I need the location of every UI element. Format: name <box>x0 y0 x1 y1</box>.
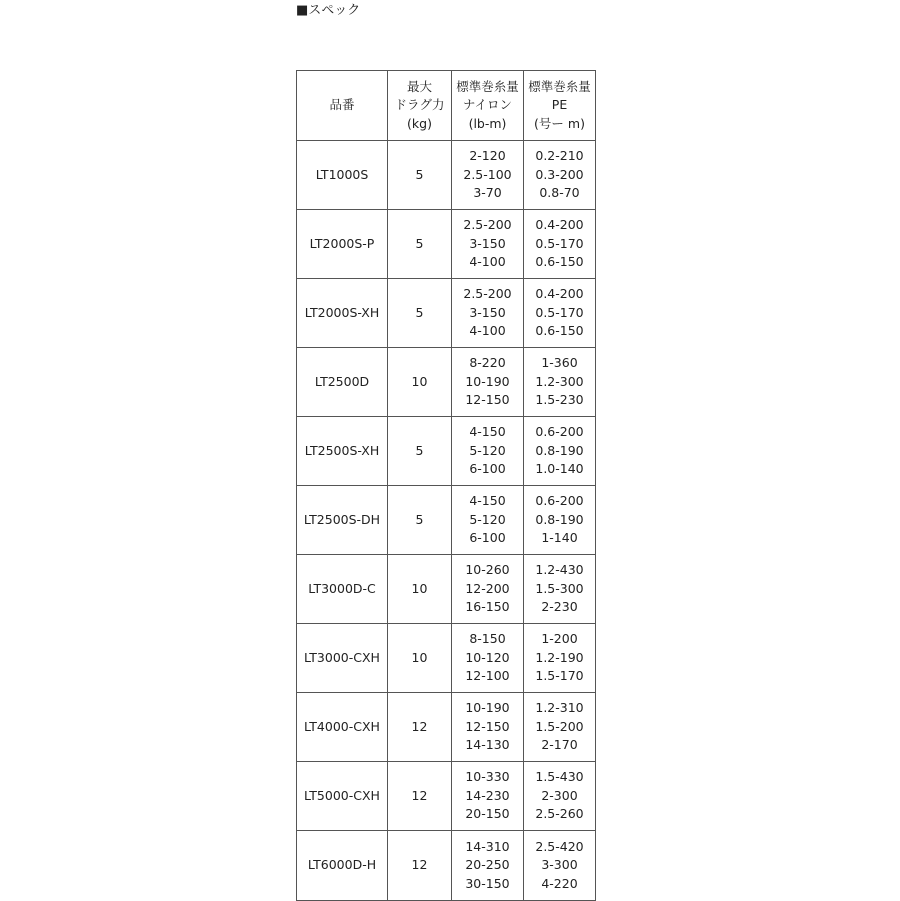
cell-text: 1-360 <box>541 355 578 371</box>
cell-text: 2-120 <box>469 148 506 164</box>
table-row <box>297 348 596 417</box>
header-nylon <box>452 71 524 141</box>
header-text: 最大 <box>406 78 432 94</box>
table-row <box>297 555 596 624</box>
cell-text: 1.5-200 <box>535 718 584 734</box>
cell-text: 2-300 <box>541 787 578 803</box>
cell-text: 20-250 <box>465 857 510 873</box>
spec-table-body <box>297 141 596 901</box>
cell-text: 5 <box>415 235 424 251</box>
cell-text: 4-220 <box>541 875 578 891</box>
header-pe <box>524 71 596 141</box>
cell-text: 10-330 <box>465 769 510 785</box>
model-cell <box>297 624 388 693</box>
header-text: ナイロン <box>462 97 513 113</box>
drag-cell <box>388 555 452 624</box>
cell-text: LT2500S-DH <box>303 511 381 527</box>
cell-text: 0.6-200 <box>535 424 584 440</box>
cell-text: 5 <box>415 166 424 182</box>
table-row <box>297 693 596 762</box>
header-row <box>297 71 596 141</box>
cell-text: LT3000D-C <box>308 580 376 596</box>
cell-text: 1-200 <box>541 631 578 647</box>
cell-text: LT6000D-H <box>307 857 377 873</box>
nylon-cell <box>452 693 524 762</box>
nylon-cell <box>452 831 524 901</box>
pe-cell <box>524 624 596 693</box>
drag-cell <box>388 279 452 348</box>
cell-text: 6-100 <box>469 461 506 477</box>
cell-text: LT2000S-P <box>309 235 375 251</box>
drag-cell <box>388 348 452 417</box>
cell-text: 0.3-200 <box>535 166 584 182</box>
cell-text: 10-190 <box>465 700 510 716</box>
nylon-cell <box>452 141 524 210</box>
header-drag <box>388 71 452 141</box>
table-row <box>297 762 596 831</box>
cell-text: 5 <box>415 304 424 320</box>
pe-cell <box>524 279 596 348</box>
header-text: 標準巻糸量 <box>456 78 519 94</box>
pe-cell <box>524 831 596 901</box>
cell-text: 12 <box>411 787 428 803</box>
cell-text: 1.5-430 <box>535 769 584 785</box>
nylon-cell <box>452 762 524 831</box>
cell-text: 10 <box>411 580 428 596</box>
pe-cell <box>524 555 596 624</box>
cell-text: 12-200 <box>465 580 510 596</box>
table-row <box>297 141 596 210</box>
header-model <box>297 71 388 141</box>
cell-text: LT3000-CXH <box>304 649 380 665</box>
cell-text: 4-150 <box>469 493 506 509</box>
cell-text: 12-150 <box>465 392 510 408</box>
cell-text: LT5000-CXH <box>304 787 380 803</box>
cell-text: 0.4-200 <box>535 286 584 302</box>
cell-text: 2.5-420 <box>535 838 584 854</box>
cell-text: 0.6-150 <box>535 254 584 270</box>
nylon-cell <box>452 555 524 624</box>
model-cell <box>297 486 388 555</box>
pe-cell <box>524 210 596 279</box>
cell-text: 4-150 <box>469 424 506 440</box>
cell-text: 4-100 <box>469 323 506 339</box>
table-row <box>297 831 596 901</box>
table-row <box>297 279 596 348</box>
cell-text: 14-310 <box>465 838 510 854</box>
pe-cell <box>524 486 596 555</box>
model-cell <box>297 348 388 417</box>
cell-text: 4-100 <box>469 254 506 270</box>
header-text: (kg) <box>407 115 432 131</box>
model-cell <box>297 279 388 348</box>
header-text: ドラグ力 <box>394 97 445 113</box>
nylon-cell <box>452 417 524 486</box>
drag-cell <box>388 486 452 555</box>
cell-text: 3-300 <box>541 857 578 873</box>
cell-text: 1.5-170 <box>535 668 584 684</box>
cell-text: 8-150 <box>469 631 506 647</box>
cell-text: 14-130 <box>465 737 510 753</box>
cell-text: 12-100 <box>465 668 510 684</box>
table-row <box>297 486 596 555</box>
cell-text: 12 <box>411 857 428 873</box>
drag-cell <box>388 210 452 279</box>
cell-text: 0.4-200 <box>535 217 584 233</box>
nylon-cell <box>452 486 524 555</box>
cell-text: 1.2-300 <box>535 373 584 389</box>
table-row <box>297 417 596 486</box>
model-cell <box>297 693 388 762</box>
spec-heading: ■スペック <box>296 3 361 18</box>
cell-text: 10 <box>411 373 428 389</box>
cell-text: 5-120 <box>469 511 506 527</box>
cell-text: LT2000S-XH <box>304 304 380 320</box>
cell-text: 12 <box>411 718 428 734</box>
cell-text: 1.2-190 <box>535 649 584 665</box>
cell-text: 30-150 <box>465 875 510 891</box>
cell-text: 14-230 <box>465 787 510 803</box>
cell-text: 2.5-260 <box>535 806 584 822</box>
cell-text: 0.5-170 <box>535 304 584 320</box>
cell-text: 3-150 <box>469 304 506 320</box>
header-text: 品番 <box>329 97 355 113</box>
model-cell <box>297 141 388 210</box>
header-text: PE <box>551 97 568 113</box>
drag-cell <box>388 141 452 210</box>
cell-text: 1.5-230 <box>535 392 584 408</box>
drag-cell <box>388 624 452 693</box>
cell-text: 2.5-200 <box>463 286 512 302</box>
cell-text: 3-70 <box>473 185 502 201</box>
cell-text: 20-150 <box>465 806 510 822</box>
cell-text: 0.6-200 <box>535 493 584 509</box>
pe-cell <box>524 348 596 417</box>
cell-text: 1.0-140 <box>535 461 584 477</box>
drag-cell <box>388 831 452 901</box>
cell-text: 10-190 <box>465 373 510 389</box>
nylon-cell <box>452 348 524 417</box>
nylon-cell <box>452 279 524 348</box>
cell-text: 2-170 <box>541 737 578 753</box>
model-cell <box>297 831 388 901</box>
cell-text: 3-150 <box>469 235 506 251</box>
cell-text: 10-260 <box>465 562 510 578</box>
header-text: 標準巻糸量 <box>528 78 591 94</box>
cell-text: 1-140 <box>541 530 578 546</box>
nylon-cell <box>452 210 524 279</box>
model-cell <box>297 210 388 279</box>
cell-text: 0.2-210 <box>535 148 584 164</box>
header-text: (lb-m) <box>468 115 507 131</box>
cell-text: 0.6-150 <box>535 323 584 339</box>
cell-text: 0.8-190 <box>535 511 584 527</box>
cell-text: 2-230 <box>541 599 578 615</box>
drag-cell <box>388 693 452 762</box>
nylon-cell <box>452 624 524 693</box>
cell-text: LT2500D <box>314 373 370 389</box>
cell-text: 16-150 <box>465 599 510 615</box>
cell-text: 10-120 <box>465 649 510 665</box>
model-cell <box>297 762 388 831</box>
drag-cell <box>388 762 452 831</box>
cell-text: LT2500S-XH <box>304 442 380 458</box>
cell-text: LT1000S <box>315 166 369 182</box>
cell-text: 1.2-430 <box>535 562 584 578</box>
cell-text: 2.5-100 <box>463 166 512 182</box>
cell-text: 0.5-170 <box>535 235 584 251</box>
cell-text: 5 <box>415 442 424 458</box>
cell-text: 10 <box>411 649 428 665</box>
cell-text: LT4000-CXH <box>304 718 380 734</box>
cell-text: 0.8-190 <box>535 442 584 458</box>
pe-cell <box>524 693 596 762</box>
cell-text: 0.8-70 <box>539 185 580 201</box>
pe-cell <box>524 417 596 486</box>
pe-cell <box>524 141 596 210</box>
cell-text: 1.2-310 <box>535 700 584 716</box>
drag-cell <box>388 417 452 486</box>
header-text: (号ー m) <box>534 115 585 131</box>
cell-text: 12-150 <box>465 718 510 734</box>
spec-table <box>296 70 596 901</box>
cell-text: 6-100 <box>469 530 506 546</box>
table-row <box>297 624 596 693</box>
model-cell <box>297 555 388 624</box>
table-row <box>297 210 596 279</box>
pe-cell <box>524 762 596 831</box>
cell-text: 1.5-300 <box>535 580 584 596</box>
cell-text: 5 <box>415 511 424 527</box>
cell-text: 5-120 <box>469 442 506 458</box>
cell-text: 8-220 <box>469 355 506 371</box>
cell-text: 2.5-200 <box>463 217 512 233</box>
model-cell <box>297 417 388 486</box>
